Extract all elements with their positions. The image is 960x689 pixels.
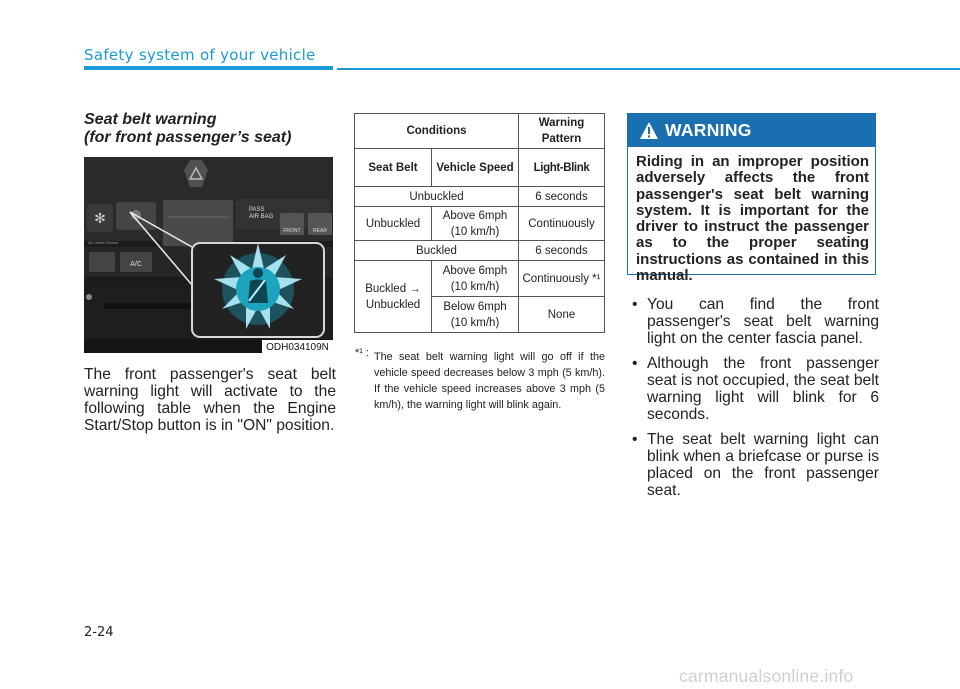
section-title-line1: Seat belt warning — [84, 111, 217, 128]
list-item: • The seat belt warning light can blink when a briefcase or purse is placed on the front passenger seat. — [632, 431, 879, 499]
list-item: • You can find the front passenger's seat belt warning light on the center fascia panel. — [632, 296, 879, 347]
seat-belt-warning-table — [354, 113, 605, 333]
section-title — [84, 111, 291, 147]
header-light-blink: Light-Blink — [519, 149, 605, 187]
page-number: 2-24 — [84, 625, 114, 640]
list-item: • Although the front passenger seat is not occupied, the seat belt warning light will blink for 6 seconds. — [632, 355, 879, 423]
center-fascia-illustration — [84, 157, 333, 353]
intro-paragraph: The front passenger's seat belt warning light will activate to the following table when the Engine Start/Stop button is in "ON" position. — [84, 366, 336, 434]
table-cell: Unbuckled — [355, 207, 432, 241]
table-cell: Continuously *¹ — [519, 261, 605, 297]
list-item-text: You can find the front passenger's seat belt warning light on the center fascia panel. — [647, 296, 879, 347]
table-cell: Below 6mph (10 km/h) — [432, 297, 519, 333]
header-seat-belt: Seat Belt — [355, 149, 432, 187]
table-cell: Above 6mph (10 km/h) — [432, 261, 519, 297]
warning-box — [627, 113, 876, 285]
running-header: Safety system of your vehicle — [84, 46, 316, 64]
warning-header — [628, 114, 875, 147]
header-rule — [337, 68, 960, 70]
table-cell: Above 6mph (10 km/h) — [432, 207, 519, 241]
table-cell: None — [519, 297, 605, 333]
table-cell: Buckled → Unbuckled — [355, 261, 432, 333]
svg-text:FRONT: FRONT — [283, 228, 301, 234]
table-cell: 6 seconds — [519, 187, 605, 207]
header-warning-pattern: Warning Pattern — [519, 114, 605, 149]
header-conditions: Conditions — [355, 114, 519, 149]
table-cell: Buckled — [355, 241, 519, 261]
list-item-text: Although the front passenger seat is not occupied, the seat belt warning light will blink for 6 seconds. — [647, 355, 879, 423]
dashboard-figure — [84, 157, 333, 353]
pass-air-bag-label: PASS — [249, 207, 265, 213]
table-cell: Unbuckled — [355, 187, 519, 207]
figure-caption: ODH034109N — [262, 340, 333, 353]
bullet-list — [627, 296, 879, 507]
warning-triangle-icon — [639, 121, 659, 140]
section-title-line2: (for front passenger’s seat) — [84, 129, 292, 146]
footnote-text: The seat belt warning light will go off if the vehicle speed decreases below 3 mph (5 km/h). If the vehicle speed increases above 3 mph (5 km/h), the warning light will blink again. — [374, 351, 605, 411]
svg-text:Air Outlet Sensor: Air Outlet Sensor — [88, 240, 119, 245]
svg-text:✻: ✻ — [94, 211, 106, 227]
svg-text:REAR: REAR — [313, 228, 327, 234]
header-accent-bar — [84, 66, 333, 70]
footnote-marker: *¹ : — [355, 347, 370, 359]
watermark: carmanualsonline.info — [679, 666, 854, 686]
svg-text:A/C: A/C — [130, 261, 142, 268]
table-cell: 6 seconds — [519, 241, 605, 261]
table-cell: Continuously — [519, 207, 605, 241]
list-item-text: The seat belt warning light can blink when a briefcase or purse is placed on the front passenger seat. — [647, 431, 879, 499]
svg-text:AIR BAG: AIR BAG — [249, 214, 274, 220]
header-vehicle-speed: Vehicle Speed — [432, 149, 519, 187]
warning-label: WARNING — [665, 120, 752, 140]
warning-text: Riding in an improper position adversely affects the front passenger's seat belt warning system. It is important for the driver to instruct the passenger as to the proper seating instructions as contained in this manual. — [636, 153, 869, 285]
